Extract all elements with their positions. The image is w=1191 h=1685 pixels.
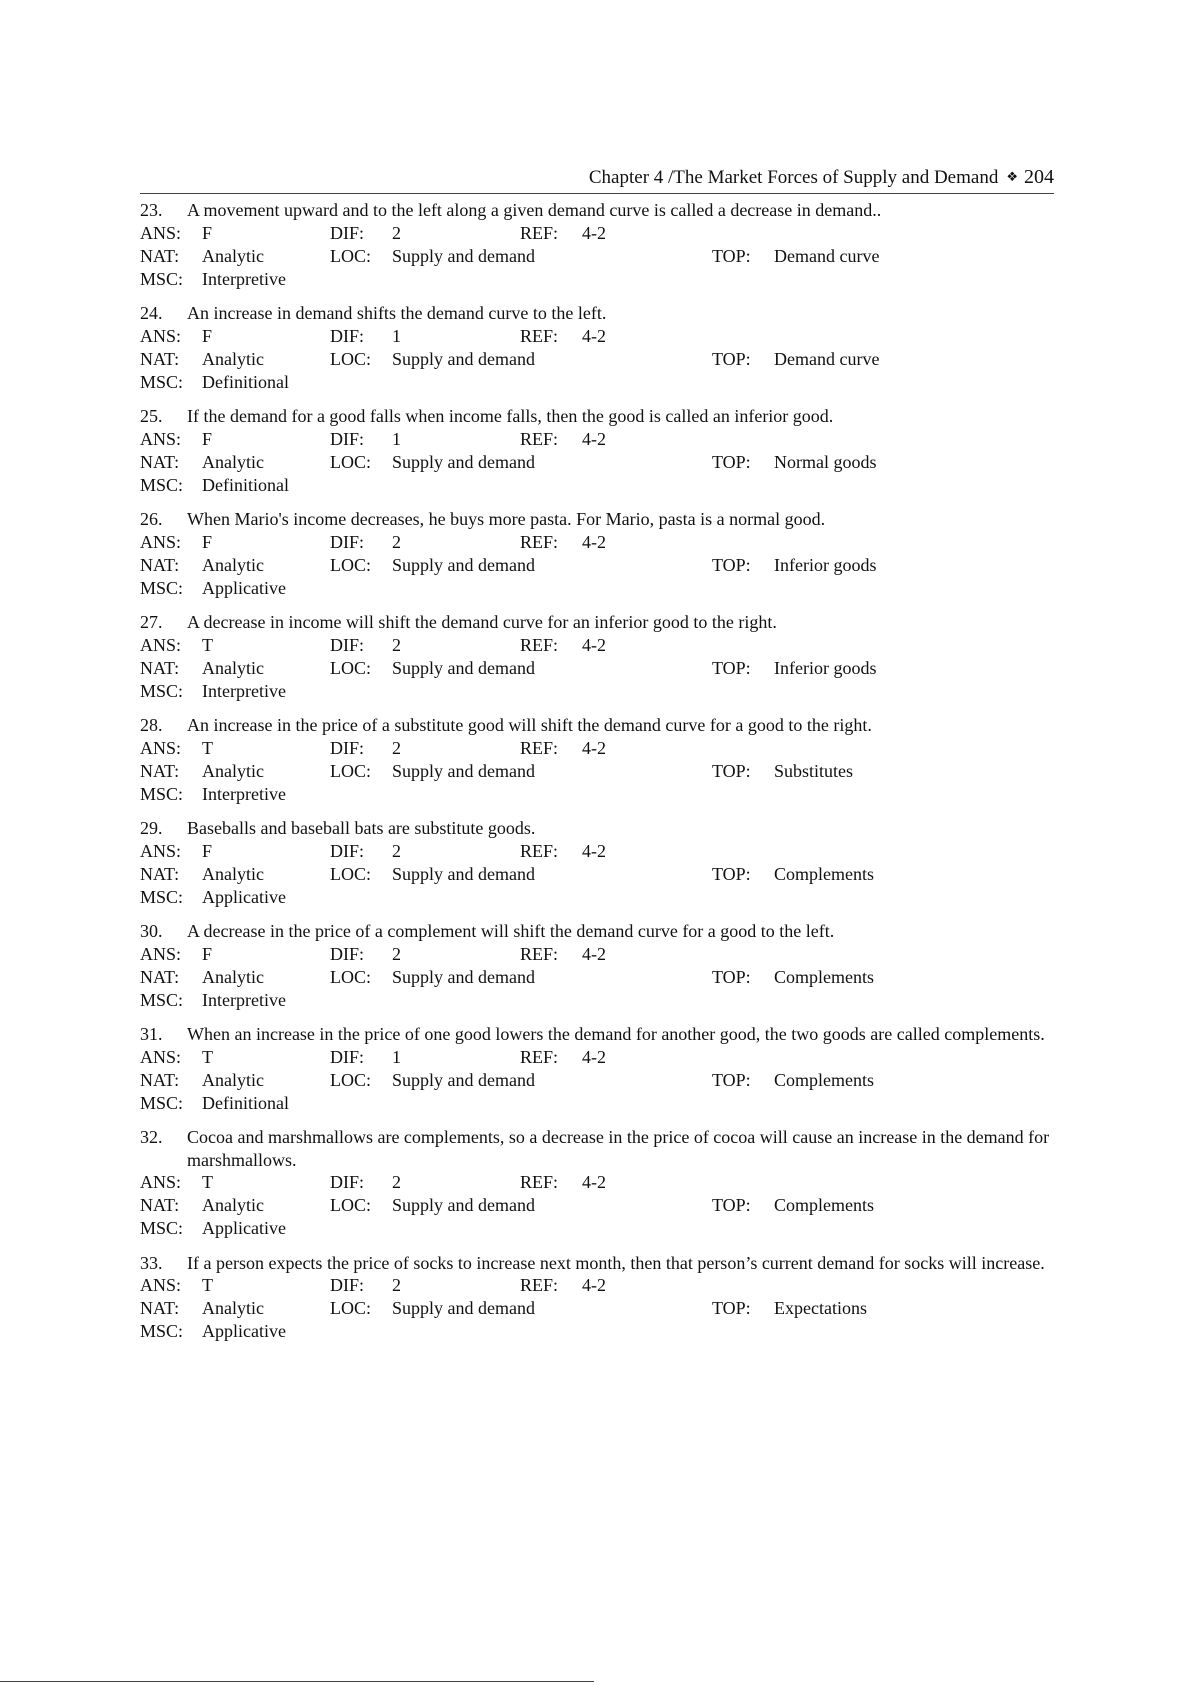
msc-row [140, 371, 1054, 394]
dif-label: DIF: [330, 1172, 365, 1192]
dif-value: 1 [392, 428, 401, 449]
msc-row [140, 577, 1054, 600]
dif-value: 2 [392, 840, 401, 861]
ans-value: T [202, 737, 213, 758]
loc-value: Supply and demand [392, 863, 535, 884]
loc-label: LOC: [330, 1069, 372, 1090]
top-label: TOP: [712, 348, 751, 369]
msc-row [140, 1217, 1054, 1240]
ans-value: T [202, 634, 213, 655]
chapter-title: Chapter 4 /The Market Forces of Supply and Demand [588, 167, 999, 188]
msc-row [140, 474, 1054, 497]
answer-row [140, 840, 1054, 863]
top-label: TOP: [712, 863, 751, 884]
nat-row [140, 863, 1054, 886]
question-line [140, 1252, 1054, 1275]
top-value: Expectations [774, 1298, 867, 1318]
ref-label: REF: [520, 325, 559, 346]
ref-value: 4-2 [582, 428, 606, 449]
ans-value: T [202, 1172, 213, 1192]
question-item [140, 817, 1054, 909]
question-number: 32. [140, 1127, 163, 1147]
answer-row [140, 325, 1054, 348]
ref-value: 4-2 [582, 943, 606, 964]
dif-value: 2 [392, 737, 401, 758]
dif-label: DIF: [330, 943, 365, 964]
question-line [140, 611, 1054, 634]
nat-label: NAT: [140, 863, 180, 884]
question-line [140, 508, 1054, 531]
question-item [140, 302, 1054, 394]
msc-label: MSC: [140, 474, 184, 495]
question-text: Baseballs and baseball bats are substitute goods. [187, 818, 536, 838]
dif-label: DIF: [330, 840, 365, 861]
msc-value: Interpretive [202, 268, 286, 289]
loc-label: LOC: [330, 760, 372, 781]
top-value: Complements [774, 966, 874, 987]
ref-label: REF: [520, 1172, 559, 1192]
top-value: Inferior goods [774, 657, 877, 678]
top-label: TOP: [712, 554, 751, 575]
ref-label: REF: [520, 428, 559, 449]
ref-label: REF: [520, 531, 559, 552]
ans-label: ANS: [140, 325, 182, 346]
nat-label: NAT: [140, 966, 180, 987]
nat-row [140, 760, 1054, 783]
msc-value: Definitional [202, 371, 289, 392]
answer-row [140, 1274, 1054, 1297]
nat-value: Analytic [202, 245, 264, 266]
question-number: 27. [140, 612, 163, 632]
dif-label: DIF: [330, 634, 365, 655]
question-number: 25. [140, 406, 163, 426]
question-line [140, 302, 1054, 325]
dif-label: DIF: [330, 222, 365, 243]
question-item [140, 1126, 1054, 1240]
question-text: Cocoa and marshmallows are complements, so a decrease in the price of cocoa will cause an increase in the demand for marshmallows. [187, 1127, 1050, 1170]
ref-label: REF: [520, 943, 559, 964]
dif-value: 2 [392, 634, 401, 655]
question-number: 26. [140, 509, 163, 529]
loc-label: LOC: [330, 1298, 372, 1318]
loc-value: Supply and demand [392, 1069, 535, 1090]
nat-value: Analytic [202, 451, 264, 472]
msc-value: Interpretive [202, 680, 286, 701]
loc-label: LOC: [330, 348, 372, 369]
question-number: 33. [140, 1252, 163, 1273]
answer-row [140, 531, 1054, 554]
question-text: An increase in the price of a substitute good will shift the demand curve for a good to the right. [187, 715, 872, 735]
msc-label: MSC: [140, 1321, 184, 1341]
ans-label: ANS: [140, 428, 182, 449]
dif-value: 2 [392, 531, 401, 552]
nat-row [140, 657, 1054, 680]
top-label: TOP: [712, 451, 751, 472]
question-line [140, 1126, 1054, 1171]
msc-row [140, 1320, 1054, 1343]
loc-value: Supply and demand [392, 760, 535, 781]
ans-label: ANS: [140, 531, 182, 552]
top-label: TOP: [712, 657, 751, 678]
ans-label: ANS: [140, 840, 182, 861]
question-text: A decrease in income will shift the demand curve for an inferior good to the right. [187, 612, 777, 632]
question-line [140, 405, 1054, 428]
ans-label: ANS: [140, 1275, 182, 1295]
top-label: TOP: [712, 966, 751, 987]
top-label: TOP: [712, 1195, 751, 1215]
ans-value: T [202, 1275, 213, 1295]
ref-label: REF: [520, 1275, 559, 1295]
ref-value: 4-2 [582, 531, 606, 552]
nat-label: NAT: [140, 245, 180, 266]
nat-row [140, 1194, 1054, 1217]
dif-label: DIF: [330, 737, 365, 758]
nat-row [140, 348, 1054, 371]
answer-row [140, 737, 1054, 760]
top-label: TOP: [712, 760, 751, 781]
dif-value: 2 [392, 943, 401, 964]
nat-label: NAT: [140, 451, 180, 472]
nat-row [140, 966, 1054, 989]
question-text: An increase in demand shifts the demand curve to the left. [187, 303, 607, 323]
ref-label: REF: [520, 634, 559, 655]
nat-value: Analytic [202, 1298, 264, 1318]
msc-label: MSC: [140, 1218, 184, 1238]
ref-value: 4-2 [582, 737, 606, 758]
question-item [140, 714, 1054, 806]
answer-row [140, 634, 1054, 657]
nat-label: NAT: [140, 657, 180, 678]
loc-value: Supply and demand [392, 657, 535, 678]
nat-value: Analytic [202, 657, 264, 678]
msc-label: MSC: [140, 577, 184, 598]
top-value: Normal goods [774, 451, 877, 472]
question-line [140, 714, 1054, 737]
msc-row [140, 989, 1054, 1012]
msc-row [140, 783, 1054, 806]
msc-value: Definitional [202, 474, 289, 495]
loc-value: Supply and demand [392, 1298, 535, 1318]
question-item [140, 1023, 1054, 1115]
question-number: 30. [140, 921, 163, 941]
top-value: Inferior goods [774, 554, 877, 575]
msc-row [140, 680, 1054, 703]
answer-row [140, 1046, 1054, 1069]
nat-value: Analytic [202, 1069, 264, 1090]
question-text: If the demand for a good falls when income falls, then the good is called an inferior good. [187, 406, 834, 426]
page-header [140, 162, 1054, 194]
ref-value: 4-2 [582, 840, 606, 861]
dif-value: 2 [392, 1275, 401, 1295]
loc-value: Supply and demand [392, 554, 535, 575]
loc-label: LOC: [330, 657, 372, 678]
nat-label: NAT: [140, 554, 180, 575]
dif-value: 1 [392, 325, 401, 346]
loc-value: Supply and demand [392, 966, 535, 987]
question-number: 29. [140, 818, 163, 838]
ref-value: 4-2 [582, 1172, 606, 1192]
footer-rule [0, 1681, 594, 1682]
ans-label: ANS: [140, 1046, 182, 1067]
question-line [140, 1023, 1054, 1046]
answer-row [140, 943, 1054, 966]
ans-value: T [202, 1046, 213, 1067]
nat-value: Analytic [202, 554, 264, 575]
dif-label: DIF: [330, 1046, 365, 1067]
question-text: If a person expects the price of socks to increase next month, then that person’s current demand for socks will increase. [187, 1252, 1045, 1273]
msc-row [140, 268, 1054, 291]
nat-label: NAT: [140, 348, 180, 369]
loc-label: LOC: [330, 1195, 372, 1215]
ans-value: F [202, 531, 213, 552]
header-text [589, 166, 1054, 189]
question-line [140, 920, 1054, 943]
msc-label: MSC: [140, 371, 184, 392]
top-value: Demand curve [774, 348, 880, 369]
question-item [140, 1252, 1054, 1344]
nat-value: Analytic [202, 966, 264, 987]
nat-value: Analytic [202, 760, 264, 781]
question-number: 23. [140, 200, 163, 220]
answer-row [140, 428, 1054, 451]
dif-label: DIF: [330, 1275, 365, 1295]
question-item [140, 920, 1054, 1012]
ans-value: F [202, 943, 213, 964]
page-number: 204 [1024, 166, 1054, 188]
msc-label: MSC: [140, 989, 184, 1010]
nat-label: NAT: [140, 1069, 180, 1090]
top-value: Complements [774, 863, 874, 884]
question-item [140, 405, 1054, 497]
loc-value: Supply and demand [392, 451, 535, 472]
ref-label: REF: [520, 1046, 559, 1067]
ref-value: 4-2 [582, 1046, 606, 1067]
dif-value: 2 [392, 1172, 401, 1192]
ans-value: F [202, 325, 213, 346]
top-value: Complements [774, 1195, 874, 1215]
nat-row [140, 451, 1054, 474]
nat-row [140, 1297, 1054, 1320]
question-number: 24. [140, 303, 163, 323]
ans-value: F [202, 428, 213, 449]
msc-label: MSC: [140, 268, 184, 289]
dif-label: DIF: [330, 531, 365, 552]
question-item [140, 199, 1054, 291]
ref-label: REF: [520, 737, 559, 758]
msc-value: Definitional [202, 1092, 289, 1113]
nat-label: NAT: [140, 760, 180, 781]
dif-label: DIF: [330, 428, 365, 449]
loc-value: Supply and demand [392, 348, 535, 369]
question-text: When Mario's income decreases, he buys more pasta. For Mario, pasta is a normal good. [187, 509, 826, 529]
answer-row [140, 1171, 1054, 1194]
top-label: TOP: [712, 1069, 751, 1090]
ref-value: 4-2 [582, 634, 606, 655]
msc-row [140, 1092, 1054, 1115]
ref-value: 4-2 [582, 325, 606, 346]
nat-value: Analytic [202, 1195, 264, 1215]
ans-label: ANS: [140, 737, 182, 758]
msc-value: Applicative [202, 577, 286, 598]
top-label: TOP: [712, 245, 751, 266]
nat-row [140, 1069, 1054, 1092]
nat-row [140, 554, 1054, 577]
msc-label: MSC: [140, 783, 184, 804]
msc-value: Interpretive [202, 783, 286, 804]
loc-label: LOC: [330, 245, 372, 266]
loc-label: LOC: [330, 451, 372, 472]
msc-label: MSC: [140, 680, 184, 701]
question-number: 28. [140, 715, 163, 735]
ans-label: ANS: [140, 943, 182, 964]
ref-value: 4-2 [582, 222, 606, 243]
nat-value: Analytic [202, 863, 264, 884]
dif-label: DIF: [330, 325, 365, 346]
question-number: 31. [140, 1024, 163, 1044]
nat-label: NAT: [140, 1195, 180, 1215]
loc-value: Supply and demand [392, 245, 535, 266]
question-text: A decrease in the price of a complement will shift the demand curve for a good to the left. [187, 921, 835, 941]
ans-label: ANS: [140, 1172, 182, 1192]
msc-value: Applicative [202, 1321, 286, 1341]
question-line [140, 817, 1054, 840]
msc-label: MSC: [140, 1092, 184, 1113]
dif-value: 2 [392, 222, 401, 243]
ref-label: REF: [520, 222, 559, 243]
loc-label: LOC: [330, 863, 372, 884]
loc-label: LOC: [330, 554, 372, 575]
msc-value: Interpretive [202, 989, 286, 1010]
answer-row [140, 222, 1054, 245]
top-value: Complements [774, 1069, 874, 1090]
nat-row [140, 245, 1054, 268]
msc-value: Applicative [202, 1218, 286, 1238]
loc-label: LOC: [330, 966, 372, 987]
question-item [140, 611, 1054, 703]
ans-label: ANS: [140, 222, 182, 243]
ref-label: REF: [520, 840, 559, 861]
nat-label: NAT: [140, 1298, 180, 1318]
top-value: Demand curve [774, 245, 880, 266]
question-list [140, 199, 1054, 1355]
ans-label: ANS: [140, 634, 182, 655]
top-label: TOP: [712, 1298, 751, 1318]
diamond-icon: ❖ [1006, 169, 1018, 184]
question-item [140, 508, 1054, 600]
ans-value: F [202, 222, 213, 243]
question-line [140, 199, 1054, 222]
loc-value: Supply and demand [392, 1195, 535, 1215]
msc-value: Applicative [202, 886, 286, 907]
msc-label: MSC: [140, 886, 184, 907]
nat-value: Analytic [202, 348, 264, 369]
question-text: When an increase in the price of one good lowers the demand for another good, the two goods are called complements. [187, 1024, 1045, 1044]
question-text: A movement upward and to the left along a given demand curve is called a decrease in demand.. [187, 200, 882, 220]
top-value: Substitutes [774, 760, 854, 781]
ans-value: F [202, 840, 213, 861]
msc-row [140, 886, 1054, 909]
ref-value: 4-2 [582, 1275, 606, 1295]
dif-value: 1 [392, 1046, 401, 1067]
